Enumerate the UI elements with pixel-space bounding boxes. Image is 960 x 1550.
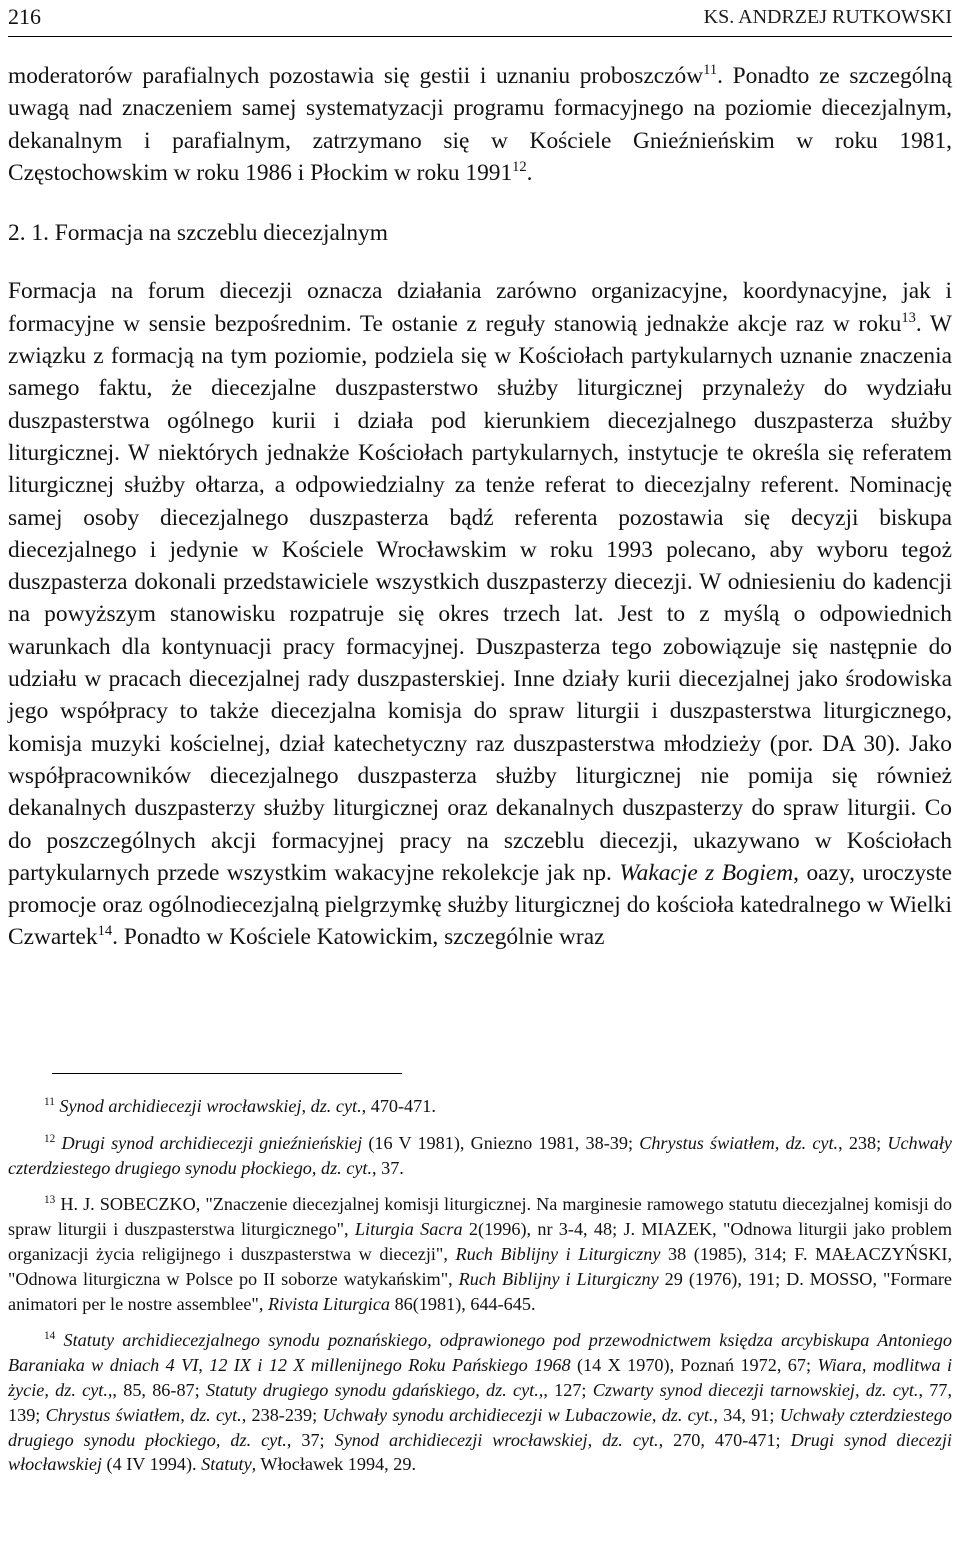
text-run: , 34, 91; (713, 1404, 780, 1425)
text-run: moderatorów parafialnych pozostawia się gestii i uznaniu proboszczów (8, 63, 704, 89)
footnote-number: 14 (44, 1330, 56, 1343)
paragraph (8, 275, 952, 953)
italic-run: Ruch Biblijny i Liturgiczny (455, 1243, 661, 1264)
italic-run: Ruch Biblijny i Liturgiczny (458, 1268, 659, 1289)
italic-run: Synod archidiecezji wrocławskiej, dz. cyt. (334, 1429, 659, 1450)
text-run: (4 IV 1994). (101, 1454, 202, 1475)
italic-run: Uchwały czterdziestego drugiego synodu płockiego (8, 1132, 952, 1178)
italic-run: dz. cyt. (321, 1157, 373, 1178)
text-run: , 37. (372, 1157, 404, 1178)
italic-run: Drugi synod diecezji włocławskiej (8, 1429, 952, 1475)
footnotes (8, 1094, 952, 1489)
text-run: , 238; (838, 1132, 888, 1153)
text-run: , 37; (286, 1429, 335, 1450)
footnote-number: 11 (44, 1095, 55, 1108)
footnote-number: 12 (44, 1132, 56, 1145)
italic-run: Statuty (201, 1454, 252, 1475)
italic-run: Liturgia Sacra (354, 1219, 463, 1240)
text-run: . Ponadto w Kościele Katowickim, szczególnie wraz (112, 924, 605, 951)
text-run: (16 V 1981), Gniezno 1981, 38-39; (362, 1132, 640, 1153)
text-run: , oazy, uroczyste promocje oraz ogólnodiecezjalną pielgrzymkę służby liturgicznej do kościoła katedralnego w Wielki Czwartek (8, 859, 952, 951)
text-run: H. J. SOBECZKO, "Znaczenie diecezjalnej komisji liturgicznej. Na marginesie ramowego statutu diecezjalnej komisji do spraw liturgii i duszpasterstwa liturgicznego", (8, 1194, 952, 1240)
section-heading: 2. 1. Formacja na szczeblu diecezjalnym (8, 220, 388, 247)
italic-run: Uchwały czterdziestego drugiego synodu płockiego, dz. cyt. (8, 1404, 952, 1450)
text-run: , (311, 1157, 321, 1178)
text-run: , 470-471. (361, 1096, 436, 1116)
running-header (8, 4, 952, 34)
italic-run: Chrystus światłem, dz. cyt. (45, 1404, 242, 1425)
footnote-ref: 14 (97, 923, 113, 940)
page-number: 216 (8, 4, 41, 29)
text-run: , 77, 139; (8, 1379, 953, 1425)
footnote (8, 1328, 952, 1477)
italic-run: Statuty archidiecezjalnego synodu poznańskiego, odprawionego pod przewodnictwem księdza arcybiskupa Antoniego Baraniaka w dniach 4 VI, 12 IX i 12 X millenijnego Roku Pańskiego 1968 (8, 1330, 952, 1376)
header-rule (8, 36, 952, 37)
main-text (8, 60, 952, 954)
text-run: 86(1981), 644-645. (390, 1293, 536, 1314)
text-run: , 85, 86-87; (112, 1379, 206, 1400)
footnote-number: 13 (44, 1194, 56, 1207)
footnote (8, 1192, 952, 1316)
italic-run: Uchwały synodu archidiecezji w Lubaczowie, dz. cyt. (322, 1404, 714, 1425)
text-run: . W związku z formacją na tym poziomie, podziela się w Kościołach partykularnych uznanie znaczenia samego faktu, że diecezjalne duszpasterstwo służby liturgicznej przynależy do wydziału duszpasterstwa ogólnego kurii i działa pod kierunkiem diecezjalnego duszpasterza służby liturgicznej. W niektórych jednakże Kościołach partykularnych, instytucje te określa się referatem liturgicznej służby ołtarza, a odpowiedzialny za tenże referat to diecezjalny referent. Nominację samej osoby diecezjalnego duszpasterza bądź referenta pozostawia się decyzji biskupa diecezjalnego i jedynie w Kościele Wrocławskim w roku 1993 polecano, aby wyboru tegoż duszpasterza dokonali przedstawiciele wszystkich duszpasterzy diecezji. W odniesieniu do kadencji na powyższym stanowisku rozpatruje się okres trzech lat. Jest to z myślą o odpowiednich warunkach dla kontynuacji pracy formacyjnej. Duszpasterza tego zobowiązuje się następnie do udziału w pracach diecezjalnej rady duszpasterskiej. Inne działy kurii diecezjalnej jako środowiska jego współpracy to także diecezjalna komisja do spraw liturgii i duszpasterstwa liturgicznego, komisja muzyki kościelnej, dział katechetyczny raz duszpasterstwa młodzieży (por. DA 30). Jako współpracowników diecezjalnego duszpasterza służby liturgicznej nie pomija się również dekanalnych duszpasterzy służby liturgicznej oraz dekanalnych duszpasterzy do spraw liturgii. Co do poszczególnych akcji formacyjnej pracy na szczeblu diecezji, ukazywano w Kościołach partykularnych przede wszystkim wakacyjne rekolekcje jak np. (8, 310, 952, 886)
text-run: , 270, 470-471; (658, 1429, 791, 1450)
text-run: (14 X 1970), Poznań 1972, 67; (570, 1355, 818, 1376)
italic-run: Chrystus światłem, dz. cyt. (639, 1132, 839, 1153)
italic-run: Statuty drugiego synodu gdańskiego, dz. cyt., (205, 1379, 544, 1400)
italic-run: Drugi synod archidiecezji gnieźnieńskiej (61, 1132, 363, 1153)
paragraph (8, 60, 952, 189)
italic-title: Wakacje z Bogiem (619, 859, 794, 886)
text-run: , 127; (543, 1379, 593, 1400)
footnote (8, 1094, 952, 1119)
footnote-ref: 12 (512, 159, 527, 176)
text-run: , Włocławek 1994, 29. (251, 1454, 416, 1475)
italic-run: Wiara, modlitwa i życie, dz. cyt., (8, 1355, 953, 1400)
italic-run: Synod archidiecezji wrocławskiej, dz. cyt. (59, 1096, 362, 1116)
text-run: 38 (1985), 314; F. MAŁACZYŃSKI, "Odnowa liturgiczna w Polsce po II soborze watykańskim", (8, 1243, 952, 1289)
text-run: . (526, 159, 533, 186)
text-run: Formacja na forum diecezji oznacza działania zarówno organizacyjne, koordynacyjne, jak i formacyjne w sensie bezpośrednim. Te ostanie z reguły stanowią jednakże akcje raz w roku (8, 278, 952, 337)
running-head-author: KS. ANDRZEJ RUTKOWSKI (703, 6, 952, 28)
text-run: 29 (1976), 191; D. MOSSO, "Formare animatori per le nostre assemblee", (8, 1268, 952, 1314)
text-run: , 238-239; (241, 1404, 323, 1425)
text-run: 2(1996), nr 3-4, 48; J. MIAZEK, "Odnowa liturgii jako problem organizacji życia religijnego i duszpasterstwa w diecezji", (8, 1219, 953, 1264)
footnote-separator (52, 1073, 402, 1074)
footnote-ref: 13 (901, 309, 916, 326)
footnote (8, 1131, 952, 1181)
italic-run: Rivista Liturgica (267, 1293, 391, 1314)
italic-run: Czwarty synod diecezji tarnowskiej, dz. cyt. (592, 1379, 919, 1400)
footnote-ref: 11 (703, 62, 718, 79)
text-run: . Ponadto ze szczególną uwagą nad znaczeniem samej systematyzacji programu formacyjnego na poziomie diecezjalnym, dekanalnym i parafialnym, zatrzymano się w Kościele Gnieźnieńskim w roku 1981, Częstochowskim w roku 1986 i Płockim w roku 1991 (8, 63, 953, 186)
